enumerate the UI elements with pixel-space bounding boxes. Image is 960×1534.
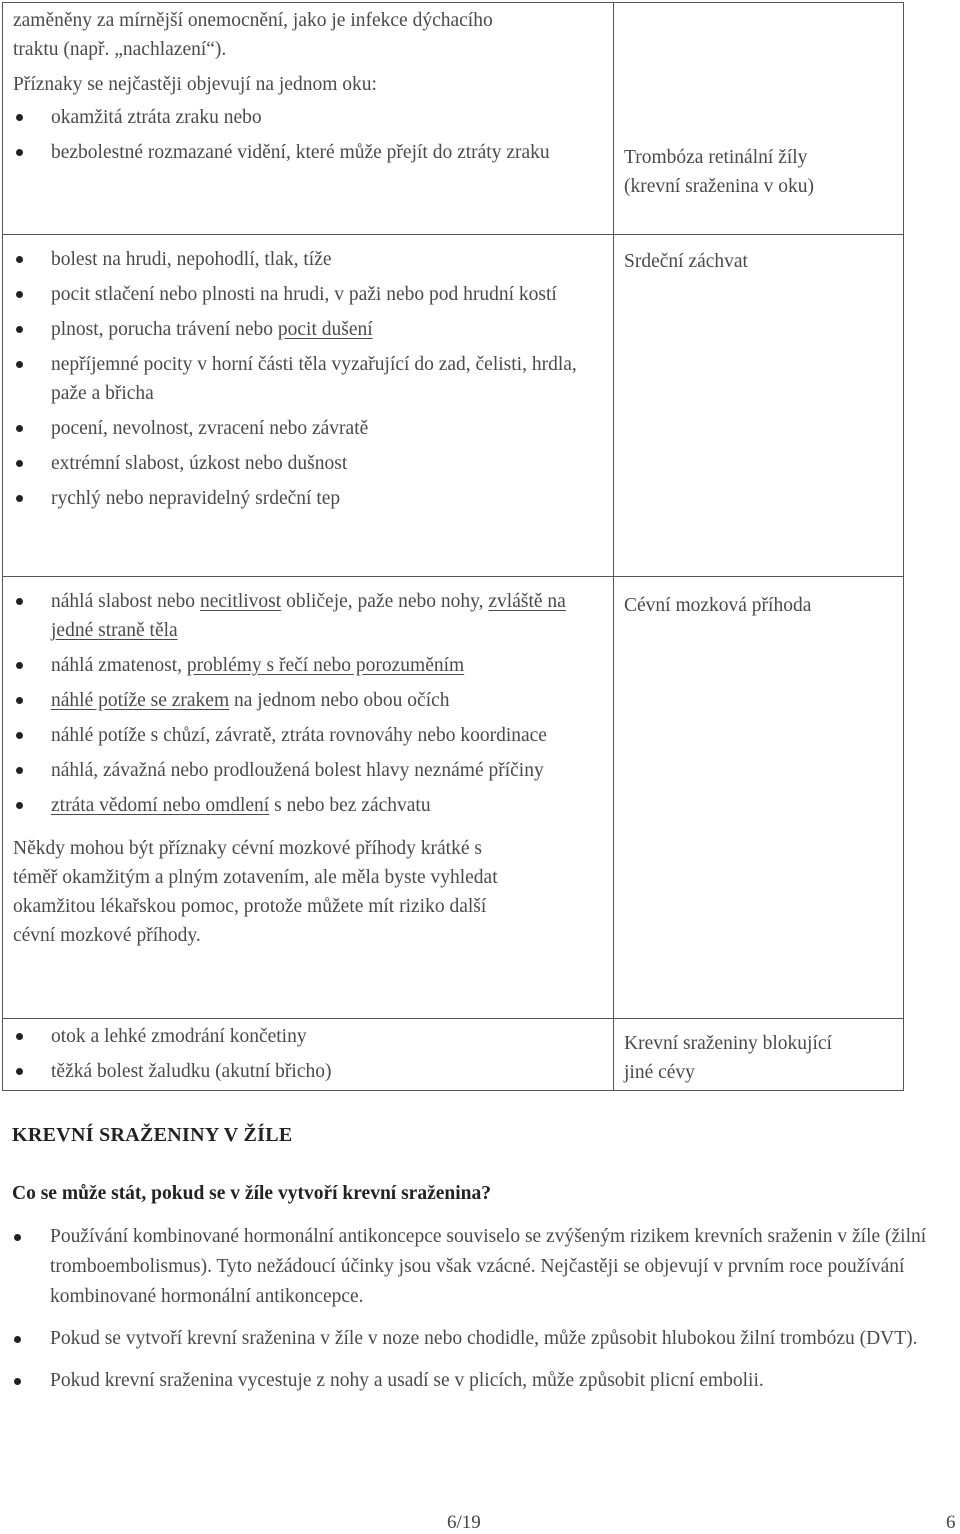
condition-label: (krevní sraženina v oku)	[624, 176, 815, 197]
text-span: obličeje, paže nebo nohy,	[281, 591, 489, 612]
list-item: pocit stlačení nebo plnosti na hrudi, v paži nebo pod hrudní kostí	[13, 280, 613, 309]
symptoms-cell	[3, 577, 614, 1019]
symptom-list	[13, 103, 613, 167]
text-line: okamžitou lékařskou pomoc, protože můžete mít riziko další	[13, 896, 487, 917]
text-span: náhlá slabost nebo	[51, 591, 200, 612]
condition-cell	[614, 1019, 904, 1091]
list-item: bezbolestné rozmazané vidění, které může přejít do ztráty zraku	[13, 138, 613, 167]
link-text: problémy s řečí nebo porozuměním	[186, 655, 465, 676]
link-text: zvláště na jedné straně těla	[51, 591, 566, 641]
symptoms-table	[2, 2, 904, 1091]
text-line: Někdy mohou být příznaky cévní mozkové příhody krátké s	[13, 838, 482, 859]
text-span: náhlá zmatenost,	[51, 655, 187, 676]
lead-text: Příznaky se nejčastěji objevují na jednom oku:	[13, 74, 377, 95]
symptom-list	[13, 1022, 613, 1086]
condition-label: Srdeční záchvat	[624, 251, 748, 272]
condition-cell	[614, 577, 904, 1019]
list-item: Používání kombinované hormonální antikoncepce souviselo se zvýšeným rizikem krevních sraženin v žíle (žilní tromboembolismus). Tyto nežádoucí účinky jsou však vzácné. Nejčastěji se objevují v prvním roce používání kombinované hormonální antikoncepce.	[12, 1222, 942, 1312]
symptoms-cell	[3, 1019, 614, 1091]
list-item	[13, 686, 613, 715]
list-item: náhlá, závažná nebo prodloužená bolest hlavy neznámé příčiny	[13, 756, 613, 785]
page-number: 6/19	[447, 1512, 481, 1533]
list-item: náhlé potíže s chůzí, závratě, ztráta rovnováhy nebo koordinace	[13, 721, 613, 750]
list-item	[13, 791, 613, 820]
list-item	[13, 651, 613, 680]
condition-label: Trombóza retinální žíly	[624, 147, 808, 168]
table-row	[3, 235, 904, 577]
list-item: extrémní slabost, úzkost nebo dušnost	[13, 449, 613, 478]
list-item	[13, 315, 613, 344]
link-text: necitlivost	[199, 591, 282, 612]
text-span: s nebo bez záchvatu	[269, 795, 431, 816]
condition-cell	[614, 235, 904, 577]
list-item: Pokud krevní sraženina vycestuje z nohy a usadí se v plicích, může způsobit plicní embolii.	[12, 1366, 942, 1396]
list-item: Pokud se vytvoří krevní sraženina v žíle v noze nebo chodidle, může způsobit hlubokou žilní trombózu (DVT).	[12, 1324, 942, 1354]
list-item	[13, 587, 613, 645]
continuation-text	[3, 3, 613, 64]
table-row	[3, 1019, 904, 1091]
question-heading: Co se může stát, pokud se v žíle vytvoří krevní sraženina?	[12, 1183, 491, 1204]
list-item: pocení, nevolnost, zvracení nebo závratě	[13, 414, 613, 443]
text-line: cévní mozkové příhody.	[13, 925, 201, 946]
page-edge-number: 6	[946, 1512, 956, 1533]
list-item: bolest na hrudi, nepohodlí, tlak, tíže	[13, 245, 613, 274]
text-line: zaměněny za mírnější onemocnění, jako je infekce dýchacího	[13, 10, 493, 31]
text-span: na jednom nebo obou očích	[229, 690, 450, 711]
symptoms-cell	[3, 3, 614, 235]
table-row	[3, 3, 904, 235]
condition-label: Krevní sraženiny blokující	[624, 1033, 832, 1054]
text-line: traktu (např. „nachlazení“).	[13, 39, 227, 60]
table-row	[3, 577, 904, 1019]
list-item: nepříjemné pocity v horní části těla vyzařující do zad, čelisti, hrdla, paže a břicha	[13, 350, 613, 408]
info-list	[12, 1222, 942, 1408]
condition-cell	[614, 3, 904, 235]
list-item: okamžitá ztráta zraku nebo	[13, 103, 613, 132]
link-text: pocit dušení	[277, 319, 373, 340]
symptom-list	[13, 245, 613, 513]
symptom-list	[13, 587, 613, 820]
list-item: otok a lehké zmodrání končetiny	[13, 1022, 613, 1051]
link-text: ztráta vědomí nebo omdlení	[51, 795, 270, 816]
link-text: náhlé potíže se zrakem	[51, 690, 230, 711]
text-span: plnost, porucha trávení nebo	[51, 319, 278, 340]
condition-label: jiné cévy	[624, 1062, 695, 1083]
text-line: téměř okamžitým a plným zotavením, ale měla byste vyhledat	[13, 867, 498, 888]
section-heading: KREVNÍ SRAŽENINY V ŽÍLE	[12, 1124, 293, 1146]
symptoms-cell	[3, 235, 614, 577]
condition-label: Cévní mozková příhoda	[624, 595, 812, 616]
list-item: těžká bolest žaludku (akutní břicho)	[13, 1057, 613, 1086]
note-text	[3, 834, 613, 950]
list-item: rychlý nebo nepravidelný srdeční tep	[13, 484, 613, 513]
